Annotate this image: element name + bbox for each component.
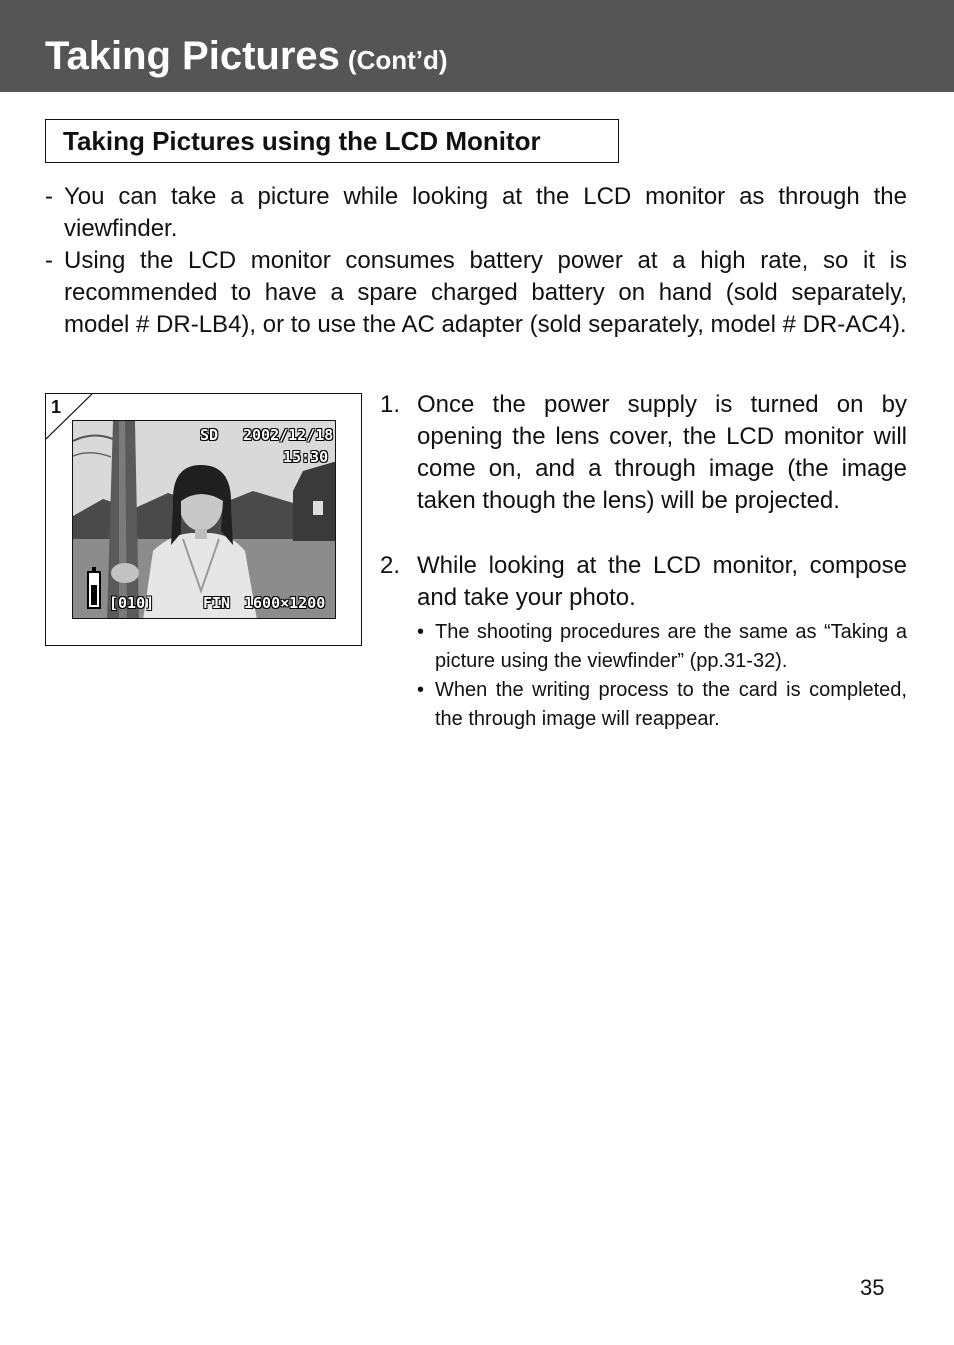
step-text: Once the power supply is turned on by opening the lens cover, the LCD monitor will come on, and a through image (the image taken though the lens) will be projected. xyxy=(417,391,907,514)
page-title xyxy=(45,32,448,84)
section-heading-box xyxy=(45,119,619,163)
step-text: While looking at the LCD monitor, compose and take your photo. xyxy=(417,552,907,611)
step-notes xyxy=(417,618,907,734)
intro-list xyxy=(45,181,907,341)
lcd-date: 2002/12/18 xyxy=(243,426,334,444)
note-text: When the writing process to the card is completed, the through image will reappear. xyxy=(435,679,907,730)
page-title-suffix: (Cont’d) xyxy=(347,45,448,75)
page-number: 35 xyxy=(860,1275,885,1300)
note-item xyxy=(417,618,907,676)
intro-item-text: You can take a picture while looking at the LCD monitor as through the viewfinder. xyxy=(64,183,907,242)
step-item xyxy=(380,550,907,734)
page-title-main: Taking Pictures xyxy=(45,34,340,78)
intro-item-marker: - xyxy=(45,183,53,210)
battery-icon xyxy=(87,571,101,609)
section-title: Taking Pictures using the LCD Monitor xyxy=(63,126,541,156)
lcd-shots-remaining: [010] xyxy=(109,594,155,612)
lcd-screen xyxy=(72,420,336,619)
steps-list xyxy=(380,389,907,734)
note-marker: • xyxy=(417,679,425,701)
lcd-media-indicator: SD xyxy=(200,426,219,444)
lcd-resolution: 1600×1200 xyxy=(244,594,326,612)
figure-1 xyxy=(45,393,362,646)
page-header-bar xyxy=(0,0,954,92)
figure-number: 1 xyxy=(51,397,62,417)
intro-item-text: Using the LCD monitor consumes battery power at a high rate, so it is recommended to have a spare charged battery on hand (sold separately, model # DR-LB4), or to use the AC adapter (sold separately, model # DR-AC4). xyxy=(64,247,907,338)
intro-item xyxy=(45,181,907,245)
lcd-quality: FIN xyxy=(203,594,231,612)
note-marker: • xyxy=(417,621,425,643)
lcd-time: 15:30 xyxy=(283,448,329,466)
step-number: 2. xyxy=(380,552,401,579)
step-number: 1. xyxy=(380,391,401,418)
step-item xyxy=(380,389,907,517)
note-text: The shooting procedures are the same as “Taking a picture using the viewfinder” (pp.31-32). xyxy=(435,621,907,672)
intro-item-marker: - xyxy=(45,247,53,274)
intro-item xyxy=(45,245,907,341)
note-item xyxy=(417,676,907,734)
